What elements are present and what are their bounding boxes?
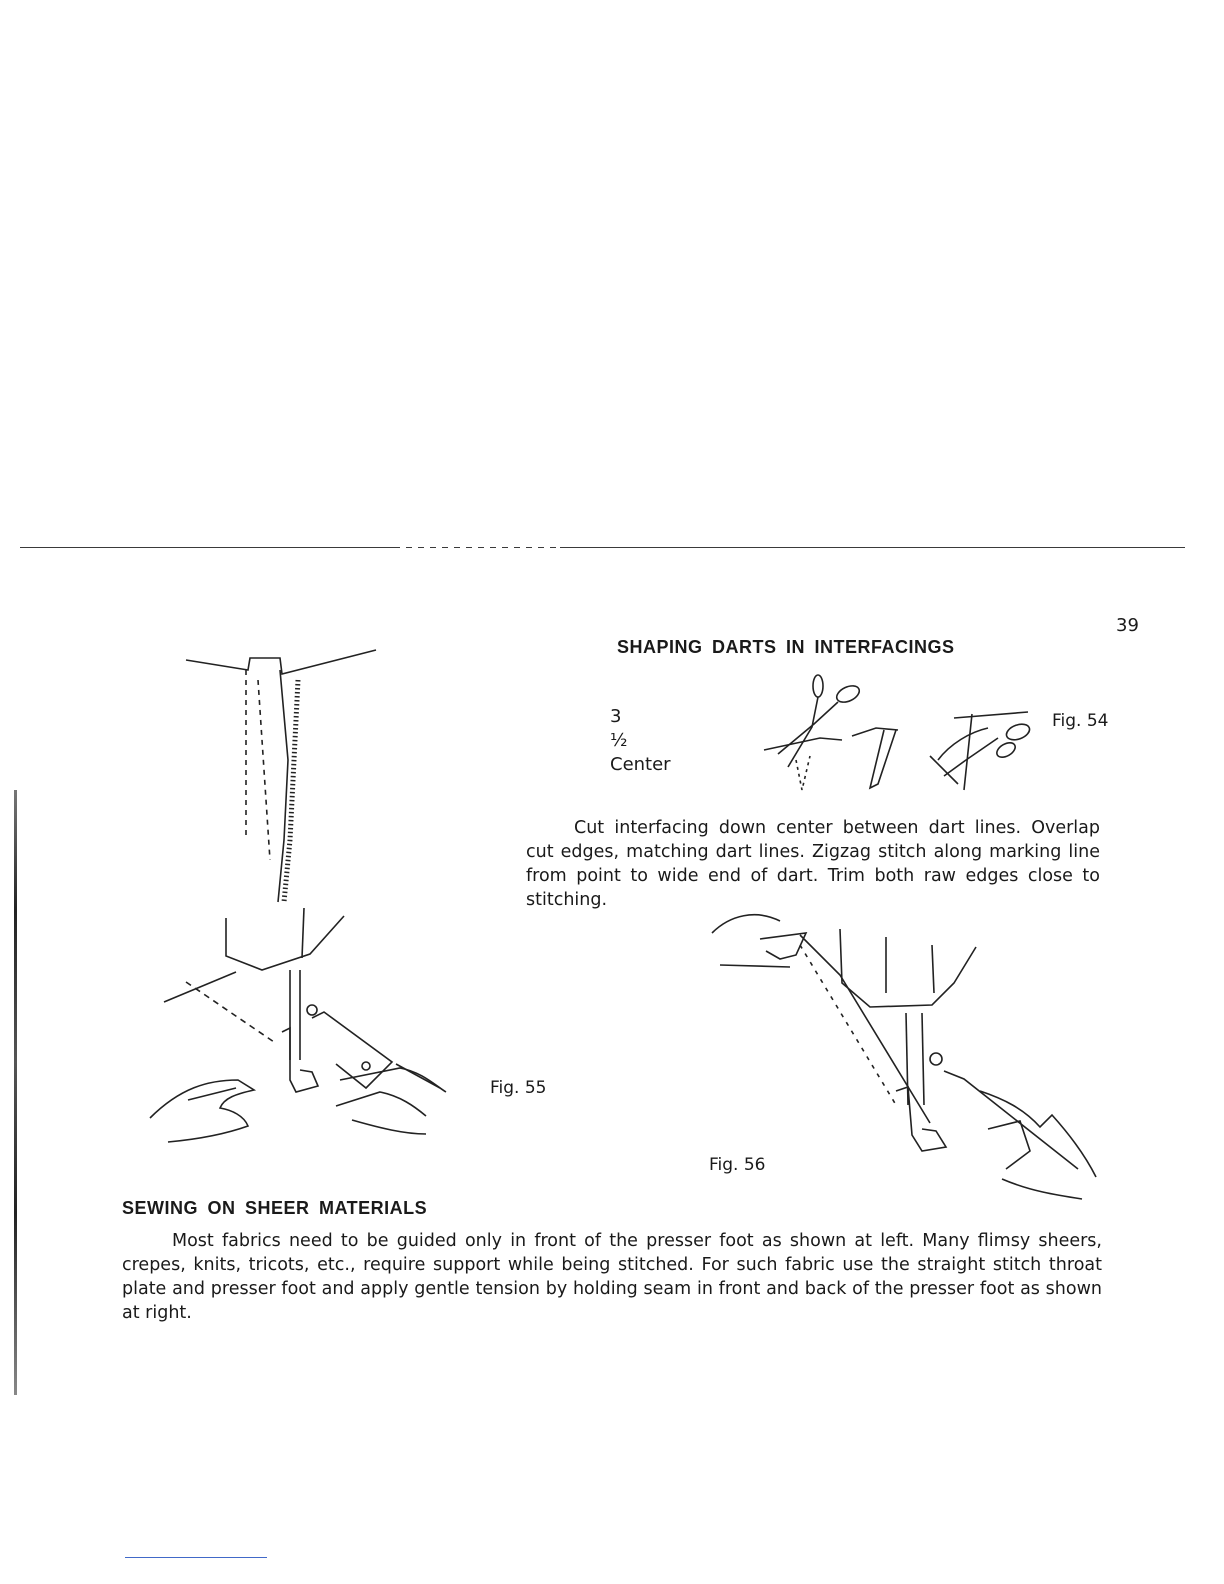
left-hand xyxy=(150,1080,254,1142)
darts-paragraph: Cut interfacing down center between dart lines. Overlap cut edges, matching dart lines. Zigzag stitch along marking line from point to wide end of dart. Trim both raw edges close to stitching. xyxy=(526,818,1100,910)
cut-dart-piece xyxy=(870,730,896,788)
right-hand-bottom xyxy=(352,1120,426,1134)
presser-bar xyxy=(922,1013,924,1105)
scissors-blade-2 xyxy=(778,702,838,754)
thumb-screw xyxy=(930,1053,942,1065)
plate-screw xyxy=(362,1062,370,1070)
fabric-top-edge xyxy=(186,650,376,674)
bottom-rule xyxy=(125,1557,267,1558)
interfacing-edge-2 xyxy=(852,728,898,736)
right-hand-finger xyxy=(336,1092,426,1116)
bottom-hand-wrist xyxy=(1002,1179,1082,1199)
top-hand-outline xyxy=(712,915,780,933)
dart-label-center: Center xyxy=(610,754,671,775)
stitch-line xyxy=(964,714,972,790)
machine-head-right-seam xyxy=(932,945,934,993)
scissors-blade-3 xyxy=(944,738,998,776)
fabric-right-bottom xyxy=(396,1064,440,1088)
fig-54-illustration xyxy=(700,672,1040,802)
thumb-screw xyxy=(307,1005,317,1015)
fabric-right-edge xyxy=(278,670,288,902)
dart-marking-line xyxy=(258,680,270,860)
dart-label-3: 3 xyxy=(610,706,622,727)
bottom-hand-fingers xyxy=(988,1121,1030,1169)
fig-56-label: Fig. 56 xyxy=(709,1155,766,1175)
scissors-handle-3 xyxy=(1004,721,1031,742)
dart-lines-1 xyxy=(796,756,810,790)
bottom-hand-outline xyxy=(980,1091,1096,1177)
fig-54-label: Fig. 54 xyxy=(1052,711,1109,731)
scissors-handle-4 xyxy=(994,740,1017,760)
overlap-edge xyxy=(938,728,988,760)
top-hand-wrist xyxy=(720,965,790,967)
fabric-dart-marking xyxy=(800,945,896,1105)
seam-guide-line xyxy=(186,982,274,1042)
machine-head xyxy=(226,916,344,970)
page-number: 39 xyxy=(1116,615,1139,636)
overlap-edge-lower xyxy=(930,756,958,784)
scissors-handle-2 xyxy=(834,683,862,706)
dart-measure-labels xyxy=(610,705,671,777)
fig-55-label: Fig. 55 xyxy=(490,1078,547,1098)
fabric-right-edge xyxy=(944,1071,1078,1169)
top-hand-fingers xyxy=(760,933,806,959)
presser-foot xyxy=(896,1087,946,1151)
scissors-blade-1 xyxy=(788,697,818,767)
interfacing-edge-1 xyxy=(764,738,842,750)
scissors-handle-1 xyxy=(813,675,823,697)
fig-55-illustration xyxy=(140,640,460,1180)
sheer-heading: SEWING ON SHEER MATERIALS xyxy=(122,1198,428,1218)
machine-head xyxy=(840,929,976,1007)
binding-edge xyxy=(14,790,17,1395)
dart-label-half: ½ xyxy=(610,730,628,751)
throat-plate-slide xyxy=(312,1012,392,1088)
darts-heading: SHAPING DARTS IN INTERFACINGS xyxy=(617,637,955,657)
fold-line xyxy=(20,547,1185,548)
fabric-left-edge xyxy=(800,935,930,1123)
fold-line-break xyxy=(400,545,560,550)
bed-edge-left xyxy=(164,972,236,1002)
machine-head-seam xyxy=(302,908,304,958)
interfacing-edge-3 xyxy=(954,712,1028,718)
sheer-paragraph: Most fabrics need to be guided only in front of the presser foot as shown at left. Many flimsy sheers, crepes, knits, tricots, etc., require support while being stitched. For such fabric use the straight stitch throat plate and presser foot and apply gentle tension by holding seam in front and back of the presser foot as shown at right. xyxy=(122,1231,1102,1323)
